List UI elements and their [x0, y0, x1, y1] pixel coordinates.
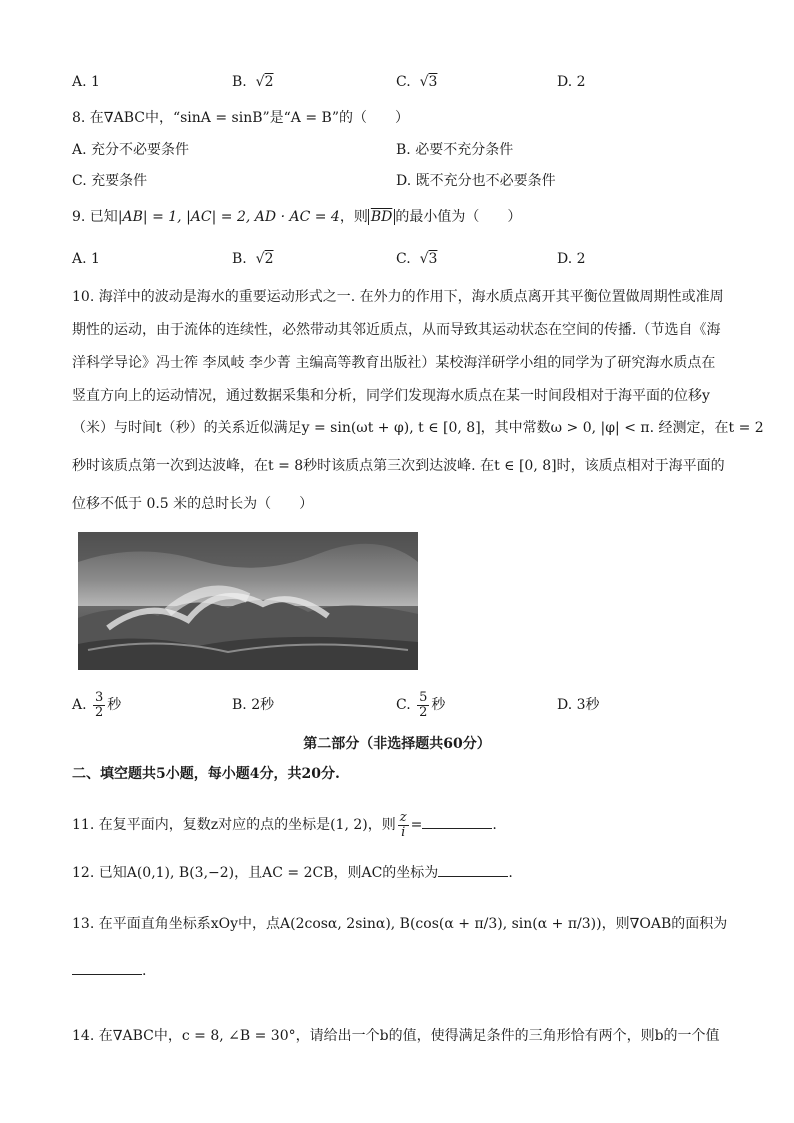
q9-target-vector: $\overline{BD}$	[370, 209, 393, 225]
q12-text: 12. 已知A(0,1), B(3,−2)，且AC = 2CB，则AC的坐标为	[72, 865, 439, 881]
q10-option-a-unit: 秒	[107, 697, 122, 713]
q7-option-b-label: B.	[232, 74, 247, 90]
q7-option-c-label: C.	[396, 74, 411, 90]
part-two-title: 第二部分（非选择题共60分）	[303, 736, 491, 752]
q12-end: .	[508, 865, 513, 881]
q10-line-4: 竖直方向上的运动情况，通过数据采集和分析，同学们发现海水质点在某一时间段相对于海平面的位移y	[72, 388, 710, 404]
q8-option-d: D. 既不充分也不必要条件	[396, 173, 556, 189]
q10-option-a-numerator: 3	[95, 689, 104, 705]
q9-mid: ，则	[339, 209, 368, 225]
sqrt-icon: √	[251, 74, 265, 90]
q10-line-1: 10. 海洋中的波动是海水的重要运动形式之一. 在外力的作用下，海水质点离开其平衡位置做周期性或准周	[72, 289, 724, 305]
q10-option-a-denominator: 2	[95, 704, 104, 720]
q11-end: .	[492, 817, 497, 833]
sqrt-icon: √	[251, 251, 265, 267]
q7-option-b	[232, 72, 274, 92]
ocean-wave-photo	[78, 532, 418, 670]
q7-option-c-radicand: 3	[428, 74, 438, 90]
q10-line-5: （米）与时间t（秒）的关系近似满足y = sin(ωt + φ), t ∈ [0, 8]，其中常数ω > 0, |φ| < π. 经测定，在t = 2	[72, 420, 764, 436]
q13-stem: 13. 在平面直角坐标系xOy中，点A(2cosα, 2sinα), B(cos(α + π/3), sin(α + π/3))，则∇OAB的面积为	[72, 916, 728, 932]
q7-option-c	[396, 72, 437, 92]
q9-option-d: D. 2	[557, 251, 586, 267]
q8-option-c: C. 充要条件	[72, 173, 148, 189]
q14-stem: 14. 在∇ABC中，c = 8, ∠B = 30°，请给出一个b的值，使得满足条件的三角形恰有两个，则b的一个值	[72, 1028, 720, 1044]
sqrt-icon: √	[415, 74, 429, 90]
q7-option-b-radicand: 2	[264, 74, 274, 90]
q9-option-b	[232, 249, 274, 269]
q11-text: 11. 在复平面内，复数z对应的点的坐标是(1, 2)，则	[72, 817, 396, 833]
q13-answer-blank[interactable]	[72, 960, 142, 975]
q13-answer-line	[72, 960, 146, 981]
q10-option-c-numerator: 5	[419, 689, 428, 705]
q10-line-7: 位移不低于 0.5 米的总时长为（ ）	[72, 496, 314, 512]
q9-condition: |AB| = 1, |AC| = 2, AD · AC = 4	[117, 209, 340, 225]
q9-option-c	[396, 249, 437, 269]
q10-option-c-label: C.	[396, 697, 411, 713]
q11-stem	[72, 808, 497, 842]
q10-line-2: 期性的运动，由于流体的连续性，必然带动其邻近质点，从而导致其运动状态在空间的传播.（节选自《海	[72, 322, 721, 338]
q9-option-c-label: C.	[396, 251, 411, 267]
q11-frac-denominator: i	[401, 824, 406, 840]
sqrt-icon: √	[415, 251, 429, 267]
q10-option-a	[72, 688, 121, 722]
q8-stem: 8. 在∇ABC中，“sinA = sinB”是“A = B”的（ ）	[72, 110, 409, 126]
q9-option-b-label: B.	[232, 251, 247, 267]
q13-end: .	[142, 963, 147, 979]
q11-frac-numerator: z	[399, 809, 407, 825]
q8-option-a: A. 充分不必要条件	[72, 142, 190, 158]
q9-option-b-radicand: 2	[264, 251, 274, 267]
q10-line-3: 洋科学导论》冯士筰 李凤岐 李少菁 主编高等教育出版社）某校海洋研学小组的同学为了研究海水质点在	[72, 355, 716, 371]
q10-option-c-denominator: 2	[419, 704, 428, 720]
q10-option-c	[396, 688, 445, 722]
q11-equals: =	[410, 817, 423, 833]
q12-stem	[72, 862, 513, 883]
q11-answer-blank[interactable]	[422, 814, 492, 829]
q8-option-b: B. 必要不充分条件	[396, 142, 514, 158]
q10-option-a-label: A.	[72, 697, 87, 713]
section-heading: 二、填空题共5小题，每小题4分，共20分.	[72, 766, 340, 782]
q9-option-a: A. 1	[72, 251, 100, 267]
q7-option-a: A. 1	[72, 74, 100, 90]
q7-option-d: D. 2	[557, 74, 586, 90]
q10-option-b: B. 2秒	[232, 697, 275, 713]
q10-option-c-unit: 秒	[431, 697, 446, 713]
q9-prefix: 9. 已知	[72, 209, 118, 225]
q9-suffix: 的最小值为（ ）	[395, 209, 522, 225]
ocean-wave-image-icon	[78, 532, 418, 670]
q12-answer-blank[interactable]	[438, 862, 508, 877]
q9-option-c-radicand: 3	[428, 251, 438, 267]
q10-line-6: 秒时该质点第一次到达波峰，在t = 8秒时该质点第三次到达波峰. 在t ∈ [0, 8]时，该质点相对于海平面的	[72, 458, 725, 474]
q9-stem	[72, 207, 521, 227]
q10-option-d: D. 3秒	[557, 697, 600, 713]
